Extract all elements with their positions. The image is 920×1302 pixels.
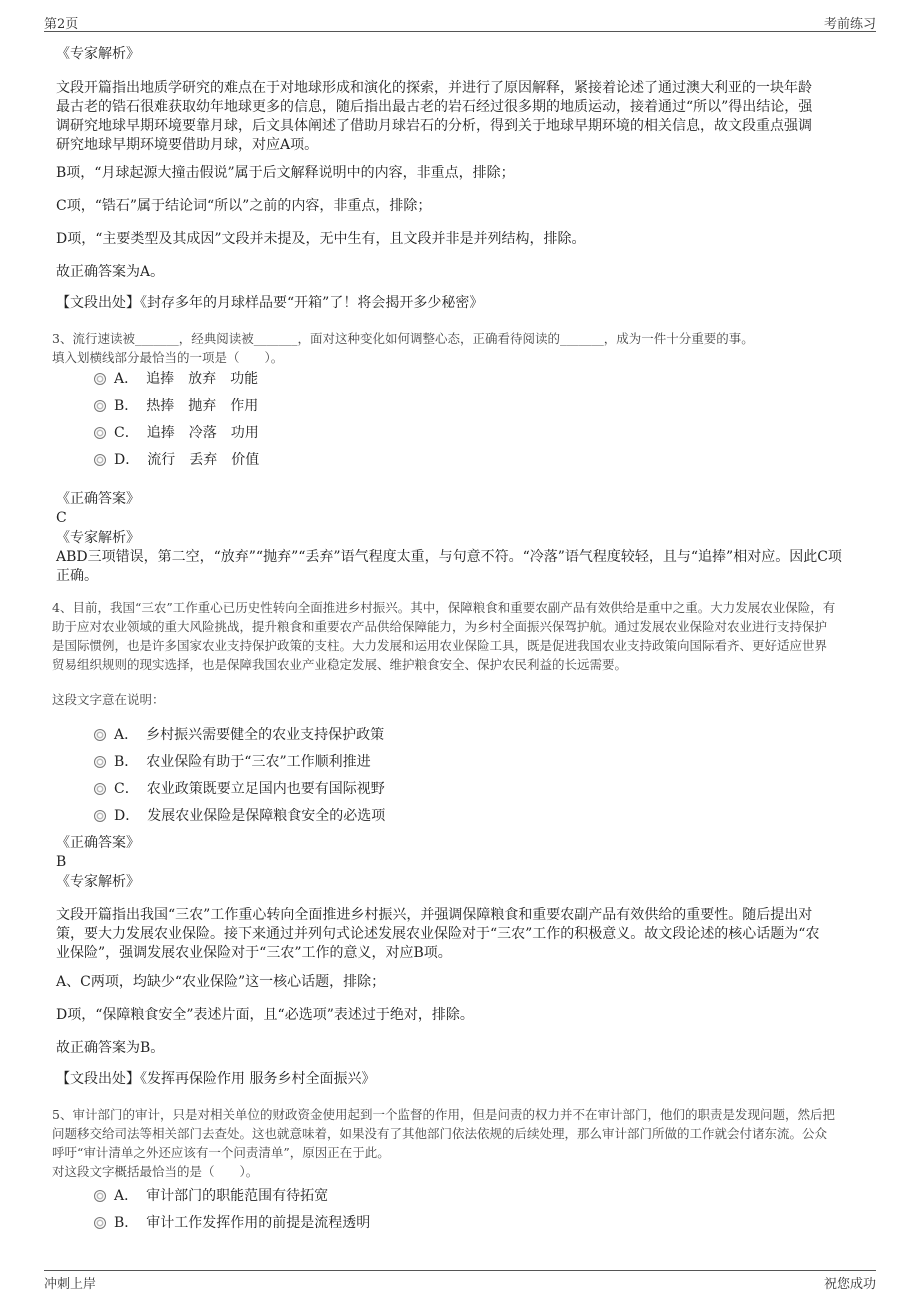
radio-icon[interactable]	[94, 1217, 106, 1229]
analysis-line: 研究地球早期环境要借助月球，对应A项。	[56, 137, 319, 153]
source-citation: 【文段出处】《发挥再保险作用 服务乡村全面振兴》	[56, 1071, 376, 1087]
q4-option-b[interactable]: B． 农业保险有助于“三农”工作顺利推进	[94, 751, 371, 771]
radio-icon[interactable]	[94, 729, 106, 741]
q3-option-c[interactable]: C． 追捧 冷落 功用	[94, 422, 259, 442]
analysis-line: 业保险”，强调发展农业保险对于“三农”工作的意义，对应B项。	[56, 945, 452, 961]
analysis-title: 《专家解析》	[56, 46, 140, 62]
question-3-stem	[52, 329, 867, 367]
page-header	[44, 13, 876, 32]
page-number: 第2页	[44, 17, 79, 32]
analysis-line: 文段开篇指出我国“三农”工作重心转向全面推进乡村振兴，并强调保障粮食和重要农副产品有效供给的重要性。随后提出对	[56, 907, 813, 923]
radio-icon[interactable]	[94, 1190, 106, 1202]
question-stem-line: 3、流行速读被_______，经典阅读被_______，面对这种变化如何调整心态，正确看待阅读的_______，成为一件十分重要的事。	[52, 331, 754, 346]
q3-option-d[interactable]: D． 流行 丢弃 价值	[94, 449, 259, 469]
radio-icon[interactable]	[94, 454, 106, 466]
analysis-paragraph	[56, 79, 866, 155]
question-stem-line: 贸易组织规则的现实选择，也是保障我国农业产业稳定发展、维护粮食安全、保护农民利益的长远需要。	[52, 657, 628, 672]
header-title: 考前练习	[823, 17, 876, 32]
q4-option-c[interactable]: C． 农业政策既要立足国内也要有国际视野	[94, 778, 385, 798]
radio-icon[interactable]	[94, 756, 106, 768]
footer-left: 冲刺上岸	[44, 1277, 97, 1292]
option-d-explanation: D项，“保障粮食安全”表述片面，且“必选项”表述过于绝对，排除。	[56, 1007, 474, 1023]
q4-option-a[interactable]: A． 乡村振兴需要健全的农业支持保护政策	[94, 724, 384, 744]
answer-title: 《正确答案》	[56, 491, 140, 507]
final-answer: 故正确答案为B。	[56, 1040, 165, 1056]
q5-option-a[interactable]: A． 审计部门的职能范围有待拓宽	[94, 1185, 328, 1205]
radio-icon[interactable]	[94, 810, 106, 822]
source-citation: 【文段出处】《封存多年的月球样品要“开箱”了！将会揭开多少秘密》	[56, 295, 484, 311]
question-prompt: 这段文字意在说明：	[52, 692, 165, 707]
question-stem-line: 呼吁“审计清单之外还应该有一个问责清单”，原因正在于此。	[52, 1145, 390, 1160]
q4-option-d[interactable]: D． 发展农业保险是保障粮食安全的必选项	[94, 805, 385, 825]
option-b-explanation: B项，“月球起源大撞击假说”属于后文解释说明中的内容，非重点，排除；	[56, 165, 515, 181]
analysis-paragraph	[56, 906, 866, 963]
question-5-stem	[52, 1105, 867, 1181]
analysis-line: 正确。	[56, 568, 98, 584]
question-stem-line: 是国际惯例，也是许多国家农业支持保护政策的支柱。大力发展和运用农业保险工具，既是促进我国农业支持政策向国际看齐、更好适应世界	[52, 638, 828, 653]
option-c-explanation: C项，“锆石”属于结论词“所以”之前的内容，非重点，排除；	[56, 198, 432, 214]
analysis-line: 策，要大力发展农业保险。接下来通过并列句式论述发展农业保险对于“三农”工作的积极意义。故文段论述的核心话题为“农	[56, 926, 820, 942]
q5-option-b[interactable]: B． 审计工作发挥作用的前提是流程透明	[94, 1212, 370, 1232]
analysis-line: 最古老的锆石很难获取幼年地球更多的信息，随后指出最古老的岩石经过很多期的地质运动，接着通过“所以”得出结论，强	[56, 99, 813, 115]
question-prompt: 填入划横线部分最恰当的一项是（ ）。	[52, 350, 284, 365]
radio-icon[interactable]	[94, 373, 106, 385]
q3-option-b[interactable]: B． 热捧 抛弃 作用	[94, 395, 258, 415]
answer-title: 《正确答案》	[56, 835, 140, 851]
answer-value: C	[56, 510, 67, 526]
analysis-title: 《专家解析》	[56, 530, 140, 546]
question-prompt: 对这段文字概括最恰当的是（ ）。	[52, 1164, 259, 1179]
question-4-stem	[52, 598, 867, 674]
radio-icon[interactable]	[94, 400, 106, 412]
analysis-paragraph	[56, 548, 866, 586]
question-stem-line: 5、审计部门的审计，只是对相关单位的财政资金使用起到一个监督的作用，但是问责的权力并不在审计部门，他们的职责是发现问题，然后把	[52, 1107, 835, 1122]
question-stem-line: 助于应对农业领域的重大风险挑战，提升粮食和重要农产品供给保障能力，为乡村全面振兴保驾护航。通过发展农业保险对农业进行支持保护	[52, 619, 828, 634]
analysis-line: 调研究地球早期环境要靠月球，后文具体阐述了借助月球岩石的分析，得到关于地球早期环境的相关信息，故文段重点强调	[56, 118, 812, 134]
footer-right: 祝您成功	[823, 1277, 876, 1292]
answer-value: B	[56, 854, 67, 870]
analysis-title: 《专家解析》	[56, 874, 140, 890]
analysis-line: ABD三项错误，第二空，“放弃”“抛弃”“丢弃”语气程度太重，与句意不符。“冷落”语气程度较轻，且与“追捧”相对应。因此C项	[56, 549, 842, 565]
final-answer: 故正确答案为A。	[56, 264, 165, 280]
radio-icon[interactable]	[94, 783, 106, 795]
question-stem-line: 问题移交给司法等相关部门去查处。这也就意味着，如果没有了其他部门依法依规的后续处理，那么审计部门所做的工作就会付诸东流。公众	[52, 1126, 828, 1141]
option-ac-explanation: A、C两项，均缺少“农业保险”这一核心话题，排除；	[56, 974, 386, 990]
page-footer	[44, 1270, 876, 1291]
option-d-explanation: D项，“主要类型及其成因”文段并未提及，无中生有，且文段并非是并列结构，排除。	[56, 231, 586, 247]
analysis-line: 文段开篇指出地质学研究的难点在于对地球形成和演化的探索，并进行了原因解释，紧接着论述了通过澳大利亚的一块年龄	[56, 80, 812, 96]
question-stem-line: 4、目前，我国“三农”工作重心已历史性转向全面推进乡村振兴。其中，保障粮食和重要农副产品有效供给是重中之重。大力发展农业保险，有	[52, 600, 836, 615]
radio-icon[interactable]	[94, 427, 106, 439]
q3-option-a[interactable]: A． 追捧 放弃 功能	[94, 368, 258, 388]
